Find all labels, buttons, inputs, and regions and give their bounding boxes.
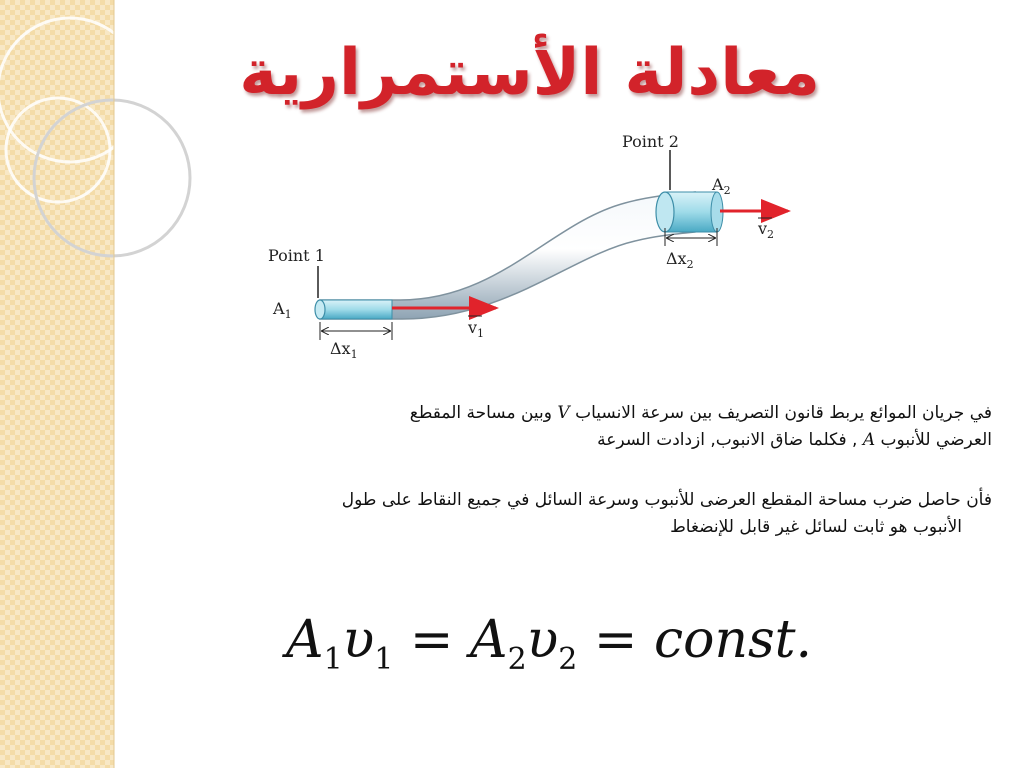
paragraph-2-line-2: الأنبوب هو ثابت لسائل غير قابل للإنضغاط (670, 517, 962, 537)
fluid-segment-1 (320, 300, 392, 319)
decorative-circles (0, 0, 240, 768)
delta-x2-label: $\Delta x_2$ (666, 249, 694, 271)
point1-label: Point 1 (268, 246, 325, 265)
point2-label: Point 2 (622, 132, 679, 151)
continuity-formula: $A_1\upsilon_1 = A_2\upsilon_2$ = const. (286, 610, 813, 677)
cross-section-a1 (315, 300, 325, 319)
v2-label: $v_2$ (758, 219, 775, 241)
a2-label: $A_2$ (712, 175, 731, 197)
paragraph-2-line-1: فأن حاصل ضرب مساحة المقطع العرضى للأنبوب وسرعة السائل في جميع النقاط على طول (341, 490, 992, 510)
paragraph-1-line-2: العرضي للأنبوب A , فكلما ضاق الانبوب, ازدادت السرعة (597, 430, 992, 450)
delta-x1-label: $\Delta x_1$ (330, 339, 358, 361)
paragraph-2 (140, 487, 992, 541)
v1-label: $v_1$ (468, 318, 485, 340)
slide-title: معادلة الأستمرارية (239, 36, 820, 110)
paragraph-1-line-1: في جريان الموائع يربط قانون التصريف بين سرعة الانسياب V وبين مساحة المقطع (409, 403, 992, 423)
continuity-diagram (250, 128, 810, 368)
cross-section-a2 (656, 192, 674, 232)
paragraph-1 (236, 400, 992, 454)
a1-label: $A_1$ (273, 299, 292, 321)
